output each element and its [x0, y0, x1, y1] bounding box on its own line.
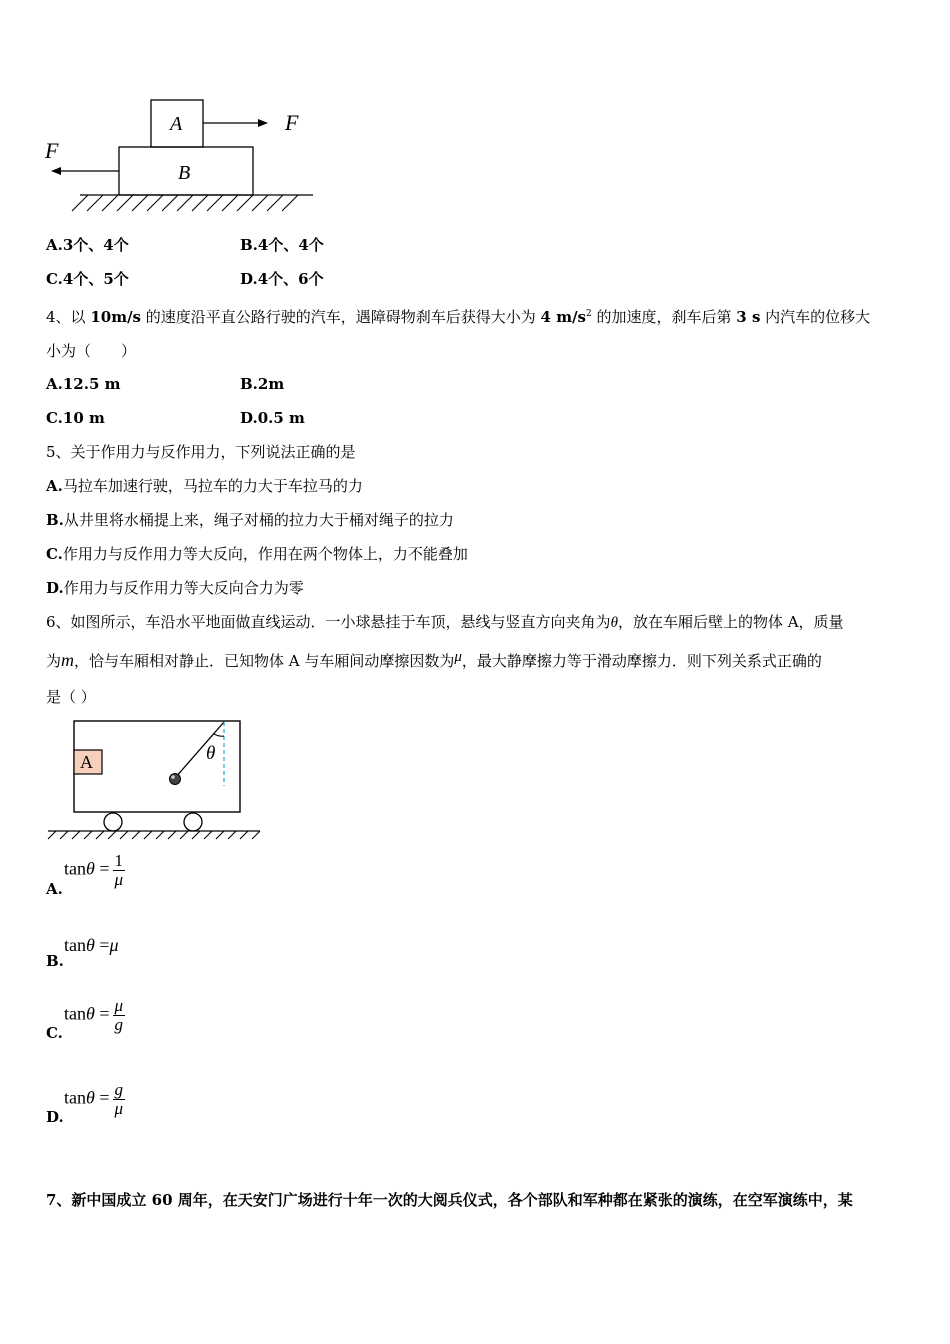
theta-symbol: θ	[86, 858, 95, 879]
option-label: D.	[46, 579, 64, 597]
ground-hatch	[102, 195, 118, 211]
q4-option-c	[46, 408, 105, 428]
equals-sign: =	[94, 858, 110, 879]
mu-symbol: μ	[109, 935, 119, 955]
option-label: A.	[46, 880, 63, 898]
q5-option-d	[46, 578, 304, 598]
ground-hatch	[282, 195, 298, 211]
option-label: A.	[46, 236, 63, 254]
option-equation	[64, 1081, 125, 1118]
q5-option-c	[46, 544, 468, 564]
numerator: g	[113, 1081, 126, 1100]
fraction	[113, 997, 126, 1034]
option-text: 马拉车加速行驶，马拉车的力大于车拉马的力	[62, 477, 363, 495]
ground-hatch	[72, 195, 88, 211]
ground-hatch	[72, 831, 80, 839]
ground-hatch	[48, 831, 56, 839]
option-text: 2m	[257, 375, 285, 393]
q3-option-d	[240, 269, 324, 289]
equals-sign: =	[94, 1003, 110, 1024]
ground-hatch	[237, 195, 253, 211]
q4-option-d	[240, 408, 305, 428]
tan-function: tan	[64, 858, 86, 879]
q7-stem: 7、新中国成立 60 周年，在天安门广场进行十年一次的大阅兵仪式，各个部队和军种都在紧张的演练，在空军演练中，某	[46, 1191, 853, 1209]
fraction	[113, 1081, 126, 1118]
numerator: μ	[114, 996, 124, 1015]
wheel-front	[184, 813, 202, 831]
stem-text: ，恰与车厢相对静止．已知物体 A 与车厢间动摩擦因数为	[74, 652, 455, 670]
q3-option-b	[240, 235, 324, 255]
option-label: C.	[46, 545, 63, 563]
tan-function: tan	[64, 1003, 86, 1024]
question-number: 4、	[46, 308, 71, 326]
theta-symbol: θ	[86, 1087, 95, 1108]
ground-hatch	[216, 831, 224, 839]
theta-symbol: θ	[610, 615, 618, 631]
ground-hatch	[192, 195, 208, 211]
option-text: 4个、4个	[257, 236, 324, 254]
tan-function: tan	[64, 935, 86, 955]
q4-stem-line1	[46, 304, 870, 327]
stem-text: 的速度沿平直公路行驶的汽车，遇障碍物刹车后获得大小为	[141, 308, 541, 326]
ground-hatch	[84, 831, 92, 839]
ground-hatch	[180, 831, 188, 839]
ground-hatch	[240, 831, 248, 839]
option-text: 4个、5个	[62, 270, 129, 288]
fraction	[113, 852, 126, 889]
ground-hatch	[120, 831, 128, 839]
option-equation	[64, 997, 125, 1034]
ground-hatch	[117, 195, 133, 211]
option-text: 0.5 m	[257, 409, 305, 427]
option-label: A.	[46, 375, 63, 393]
accel-exponent: 2	[586, 309, 592, 319]
equals-sign: =	[94, 935, 110, 955]
stem-text: 内汽车的位移大	[760, 308, 871, 326]
ground-hatch	[60, 831, 68, 839]
stem-text: 的加速度，刹车后第	[591, 308, 737, 326]
block-a-label: A	[80, 752, 93, 772]
option-label: B.	[46, 952, 64, 970]
equals-sign: =	[94, 1087, 110, 1108]
stem-text: 为	[46, 652, 62, 670]
option-text: 10 m	[62, 409, 105, 427]
option-label: C.	[46, 409, 63, 427]
option-text: 3个、4个	[62, 236, 129, 254]
denominator: μ	[114, 870, 124, 889]
tan-function: tan	[64, 1087, 86, 1108]
option-text: 12.5 m	[62, 375, 121, 393]
option-equation	[64, 935, 119, 956]
q4-option-b	[240, 374, 284, 394]
wheel-rear	[104, 813, 122, 831]
ground-hatch	[162, 195, 178, 211]
ground-hatch	[132, 831, 140, 839]
ground-hatch	[168, 831, 176, 839]
denominator: g	[114, 1015, 124, 1034]
q4-option-a	[46, 374, 121, 394]
option-text: 作用力与反作用力等大反向合力为零	[63, 579, 304, 597]
speed-value: 10m/s	[90, 308, 141, 326]
option-label: C.	[46, 1024, 63, 1042]
q5-stem: 5、关于作用力与反作用力，下列说法正确的是	[46, 443, 356, 461]
denominator: μ	[114, 1099, 124, 1118]
stem-text: 6、如图所示，车沿水平地面做直线运动．一小球悬挂于车顶，悬线与竖直方向夹角为	[46, 613, 611, 631]
ground-hatch	[96, 831, 104, 839]
theta-symbol: θ	[86, 1003, 95, 1024]
option-label: B.	[240, 375, 258, 393]
ground-hatch	[144, 831, 152, 839]
option-text: 作用力与反作用力等大反向，作用在两个物体上，力不能叠加	[62, 545, 468, 563]
mu-symbol: μ	[454, 649, 462, 665]
figure-blocks-ab	[40, 92, 360, 222]
pendulum-string	[175, 722, 224, 778]
ground-hatch	[147, 195, 163, 211]
q3-option-a	[46, 235, 129, 255]
time-value: 3 s	[736, 308, 761, 326]
q6-stem-line3: 是（ ）	[46, 688, 96, 706]
numerator: 1	[113, 852, 126, 871]
option-equation	[64, 852, 125, 889]
option-label: B.	[46, 511, 64, 529]
option-label: B.	[240, 236, 258, 254]
ground-hatch	[267, 195, 283, 211]
force-left-label: F	[45, 138, 59, 163]
theta-symbol: θ	[86, 935, 95, 955]
theta-label: θ	[206, 743, 216, 764]
ground-hatch	[192, 831, 200, 839]
figure-car-pendulum	[40, 714, 270, 844]
option-label: D.	[240, 270, 258, 288]
q6-stem-line1	[46, 612, 844, 633]
ground-hatch	[204, 831, 212, 839]
accel-value: 4 m/s	[540, 308, 587, 326]
ground-hatch	[207, 195, 223, 211]
force-right-label: F	[285, 110, 299, 135]
stem-text: ，最大静摩擦力等于滑动摩擦力．则下列关系式正确的	[461, 652, 822, 670]
q3-option-c	[46, 269, 129, 289]
q4-stem-line2: 小为（ ）	[46, 342, 137, 360]
ground-hatch	[156, 831, 164, 839]
option-label: D.	[46, 1108, 64, 1126]
mass-symbol: m	[61, 650, 75, 670]
ground-hatch	[228, 831, 236, 839]
stem-text: 以	[70, 308, 91, 326]
ground-hatch	[132, 195, 148, 211]
block-b-label: B	[178, 162, 191, 184]
pendulum-ball	[170, 774, 181, 785]
option-text: 4个、6个	[257, 270, 324, 288]
q6-stem-line2	[46, 650, 822, 672]
q5-option-b	[46, 510, 454, 530]
ground-hatch	[222, 195, 238, 211]
ground-hatch	[177, 195, 193, 211]
option-text: 从井里将水桶提上来，绳子对桶的拉力大于桶对绳子的拉力	[63, 511, 454, 529]
block-a-label: A	[170, 113, 183, 135]
stem-text: ，放在车厢后壁上的物体 A，质量	[617, 613, 844, 631]
ground-hatch	[87, 195, 103, 211]
option-label: C.	[46, 270, 63, 288]
ground-hatch	[252, 831, 260, 839]
ground-hatch	[108, 831, 116, 839]
option-label: A.	[46, 477, 63, 495]
option-label: D.	[240, 409, 258, 427]
ground-hatch	[252, 195, 268, 211]
q5-option-a	[46, 476, 363, 496]
